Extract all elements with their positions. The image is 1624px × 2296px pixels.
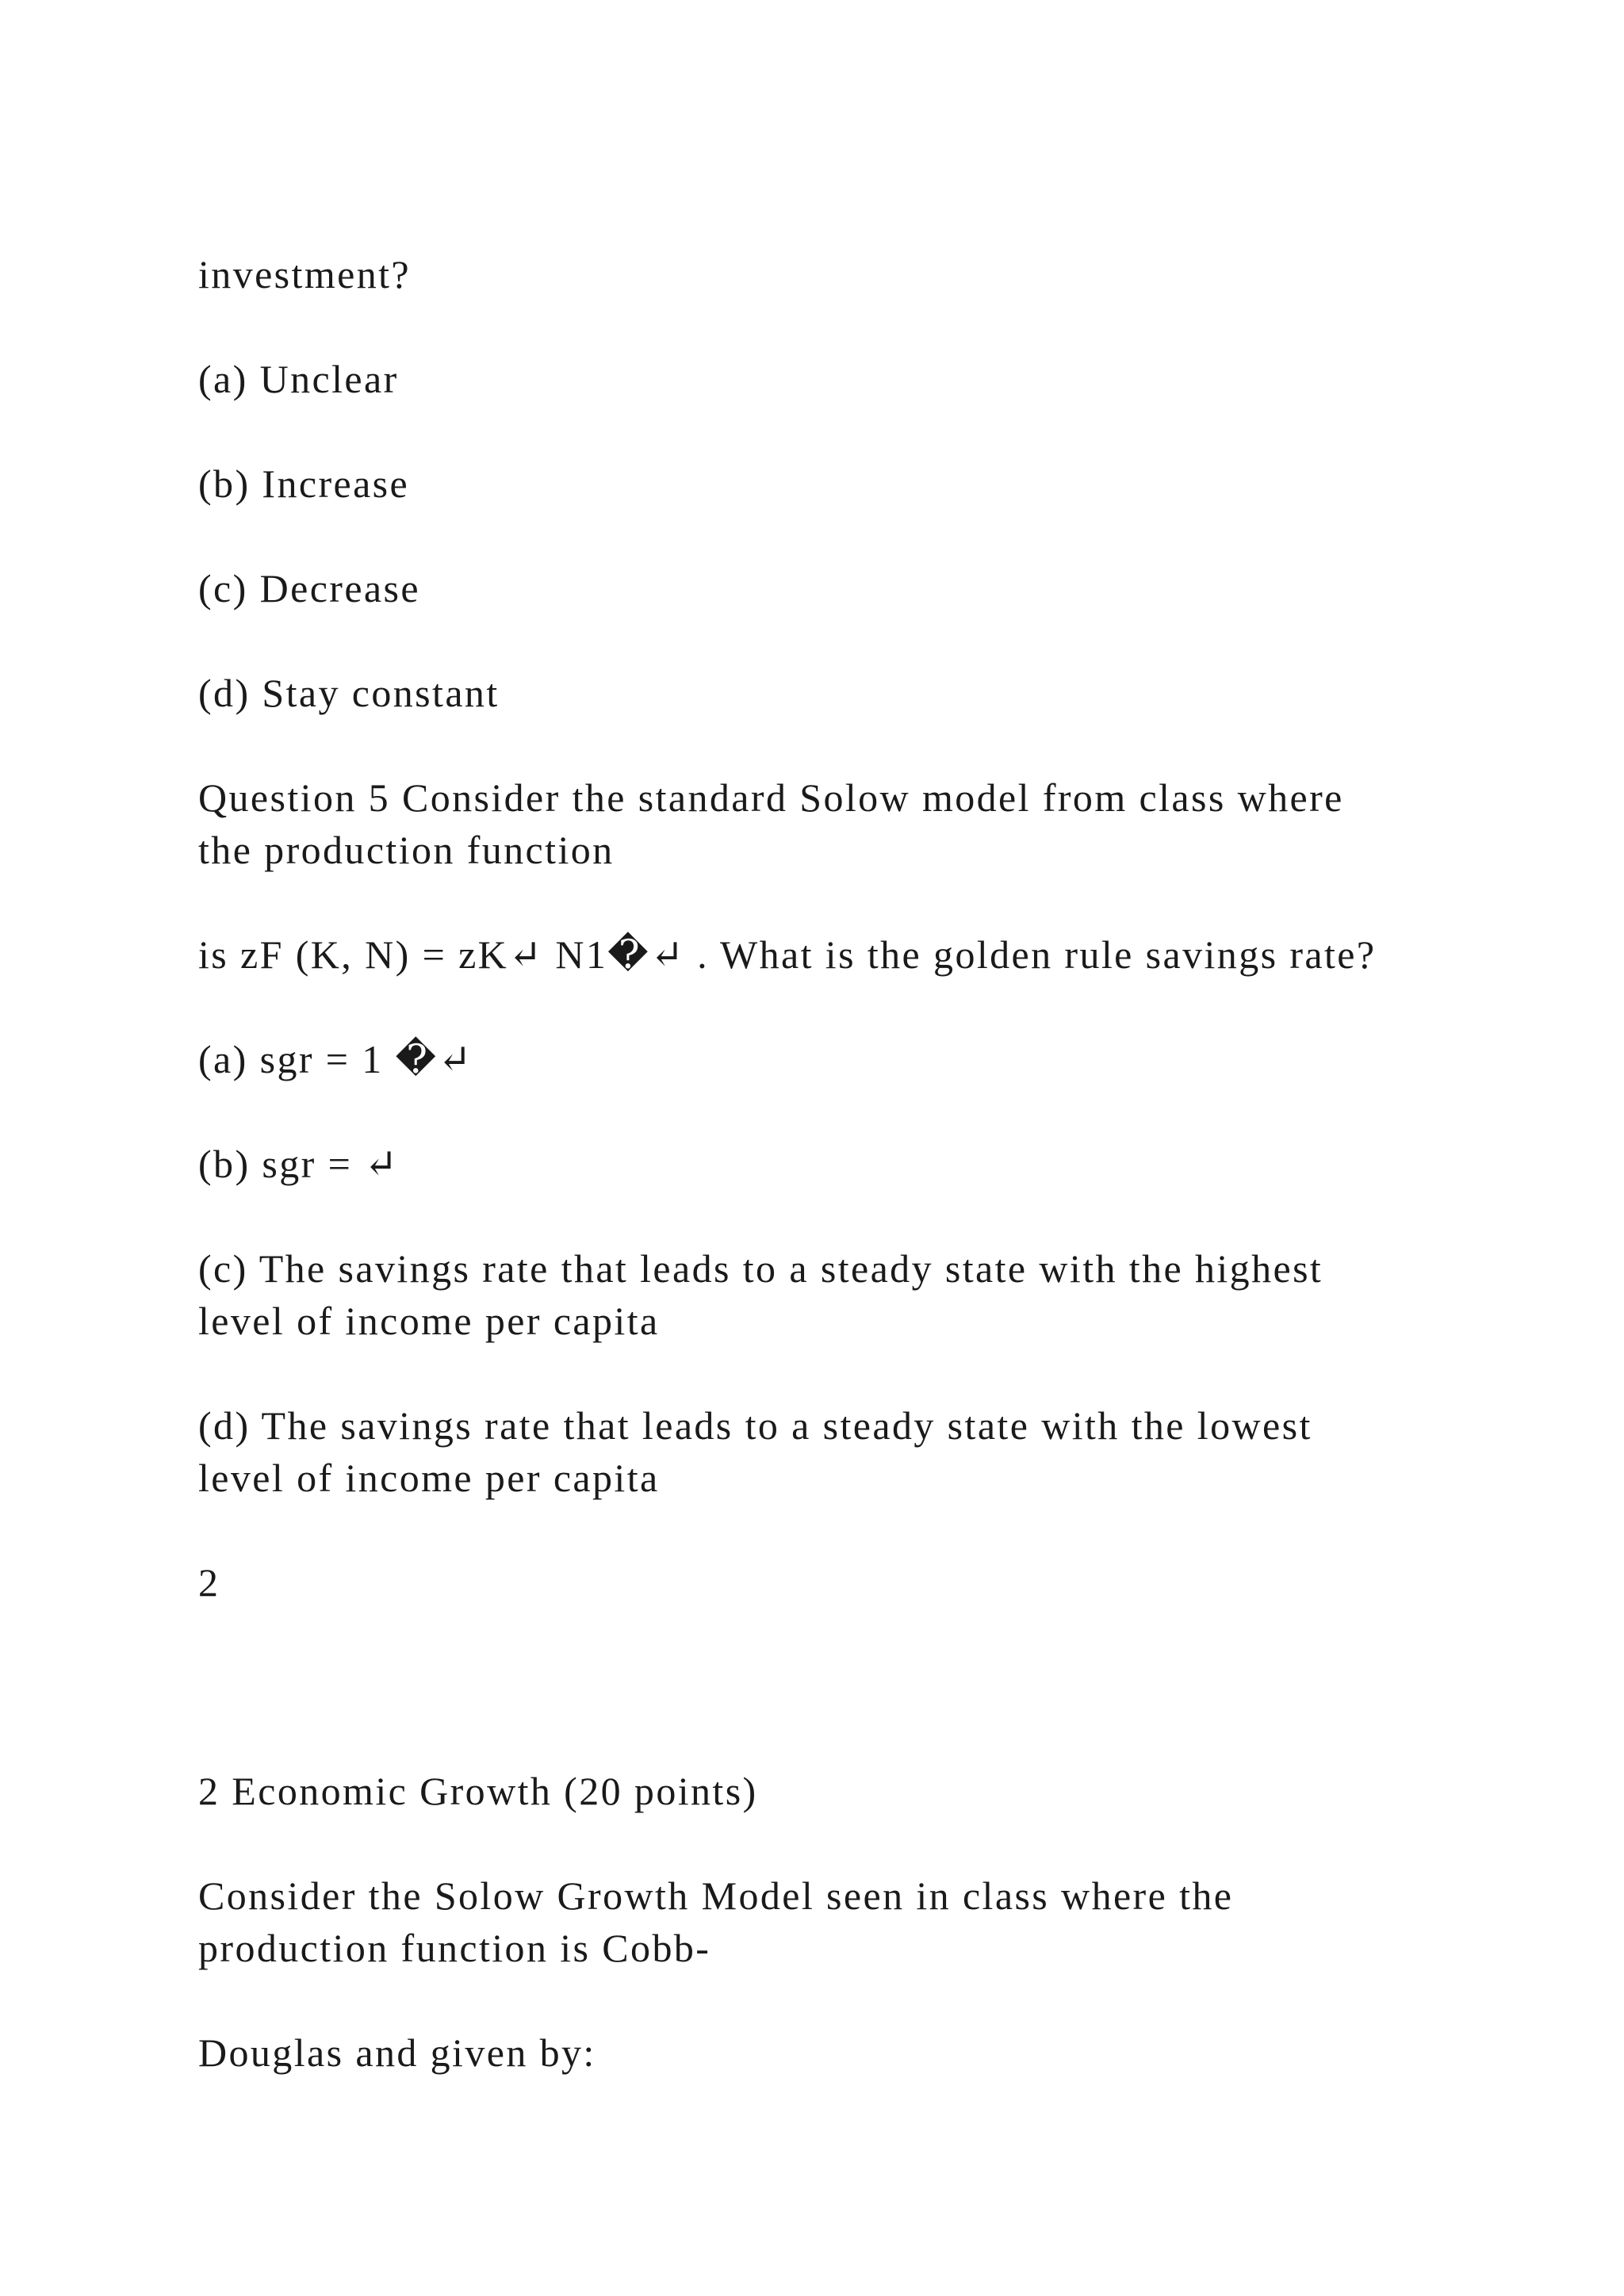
question-5-text: Question 5 Consider the standard Solow model from class where the production function xyxy=(198,775,1344,872)
q5-option-c: (c) The savings rate that leads to a steady state with the highest level of income per capita xyxy=(198,1246,1323,1343)
q5-option-d: (d) The savings rate that leads to a steady state with the lowest level of income per capita xyxy=(198,1403,1312,1500)
page-number: 2 xyxy=(198,1560,220,1605)
production-function-text: is zF (K, N) = zK↵ N1�↵ . What is the golden rule savings rate? xyxy=(198,932,1377,977)
solow-model-intro: Consider the Solow Growth Model seen in class where the production function is Cobb- xyxy=(198,1873,1234,1970)
text-investment-question: investment? xyxy=(198,252,412,297)
option-a-unclear: (a) Unclear xyxy=(198,357,399,401)
option-d-stay-constant: (d) Stay constant xyxy=(198,671,500,715)
cobb-douglas-text: Douglas and given by: xyxy=(198,2030,596,2075)
q5-option-a: (a) sgr = 1 �↵ xyxy=(198,1037,473,1081)
q5-option-b: (b) sgr = ↵ xyxy=(198,1142,400,1186)
section-heading-economic-growth: 2 Economic Growth (20 points) xyxy=(198,1769,758,1813)
option-b-increase: (b) Increase xyxy=(198,461,410,506)
option-c-decrease: (c) Decrease xyxy=(198,566,420,610)
